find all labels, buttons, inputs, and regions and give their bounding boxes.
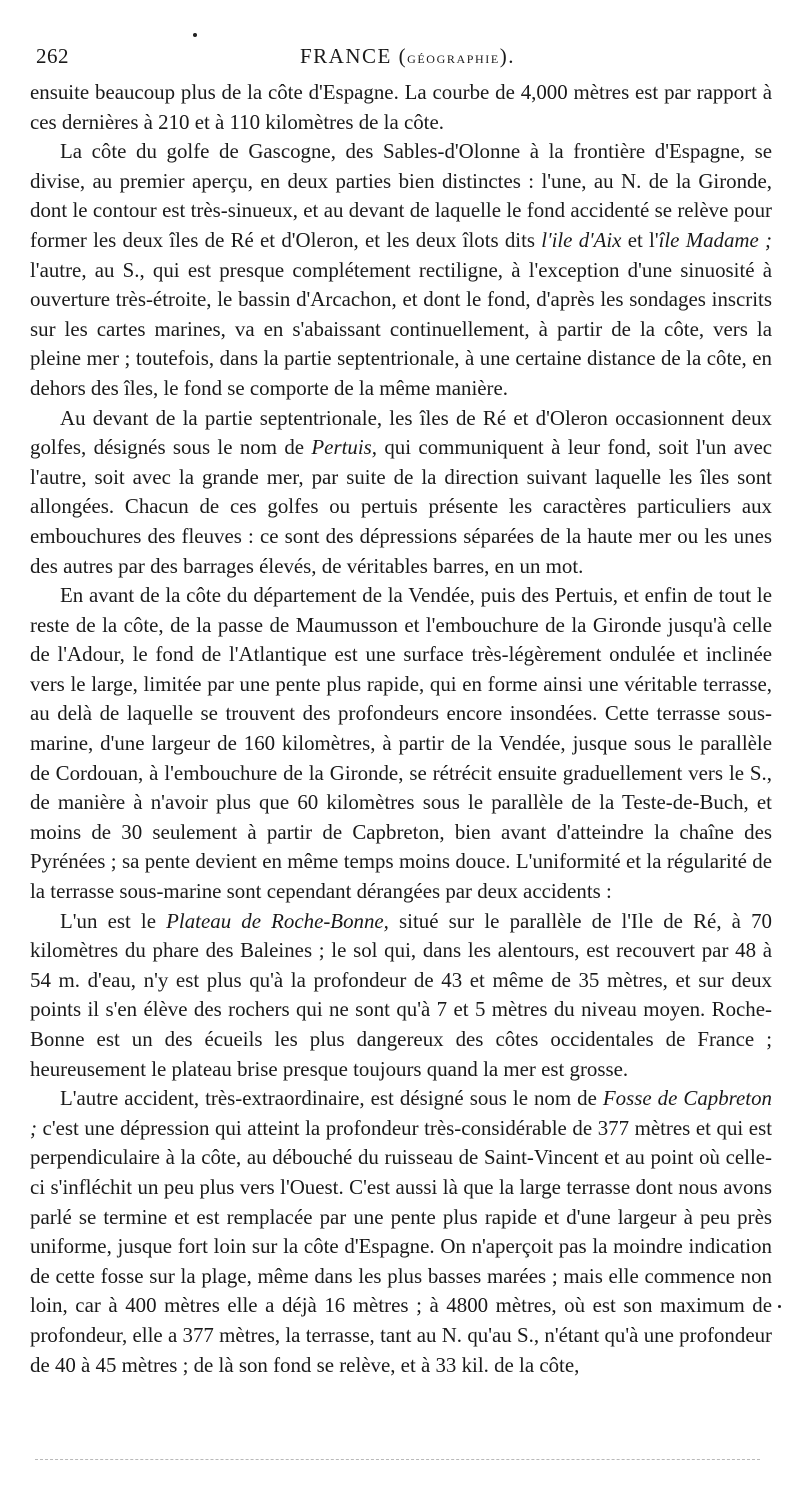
paragraph <box>30 907 772 1085</box>
text-run: situé sur le parallèle de l'Ile de Ré, à 70 kilomètres du phare des Baleines ; le sol qui, dans les alentours, est recouvert par 48 à 54 m. d'eau, n'y est plus qu'à la profondeur de 43 et même de 35 mètres, et sur deux points il s'en élève des rochers qui ne sont qu'à 7 et 5 mètres du niveau moyen. Roche-Bonne est un des écueils les plus dangereux des côtes occidentales de France ; heureusement le plateau brise presque toujours quand la mer est grosse. <box>30 908 772 1081</box>
running-title-end: ). <box>499 44 516 68</box>
body-text <box>30 78 772 1380</box>
running-header <box>30 38 772 74</box>
text-run: l'autre, au S., qui est presque complétement rectiligne, à l'exception d'une sinuosité à ouverture très-étroite, le bassin d'Arcachon, et dont le fond, d'après les sondages inscrits sur les cartes marines, va en s'abaissant continuellement, à partir de la côte, vers la pleine mer ; toutefois, dans la partie septentrionale, à une certaine distance de la côte, en dehors des îles, le fond se comporte de la même manière. <box>30 257 772 400</box>
paragraph <box>30 404 772 582</box>
italic-run: île Madame ; <box>658 227 772 252</box>
text-run: La côte du golfe de Gascogne, des Sables-d'Olonne à la frontière d'Espagne, se divise, au premier aperçu, en deux parties bien distinctes : l'une, au N. de la Gironde, dont le contour est très-sinueux, et au devant de laquelle le fond accidenté se relève pour former les deux îles de Ré et d'Oleron, et les deux îlots dits <box>30 139 772 252</box>
italic-run: l'ile d'Aix <box>541 227 622 252</box>
text-run: En avant de la côte du département de la Vendée, puis des Pertuis, et enfin de tout le reste de la côte, de la passe de Maumusson et l'embouchure de la Gironde jusqu'à celle de l'Adour, le fond de l'Atlantique est une surface très-légèrement ondulée et inclinée vers le large, limitée par une pente plus rapide, qui en forme ainsi une véritable terrasse, au delà de laquelle se trouvent des profondeurs encore insondées. Cette terrasse sous-marine, d'une largeur de 160 kilomètres, à partir de la Vendée, jusque sous le parallèle de Cordouan, à l'embouchure de la Gironde, se rétrécit ensuite graduellement vers le S., de manière à n'avoir plus que 60 kilomètres sous le parallèle de la Teste-de-Buch, et moins de 30 seulement à partir de Capbreton, bien avant d'atteindre la chaîne des Pyrénées ; sa pente devient en même temps moins douce. L'uniformité et la régularité de la terrasse sous-marine sont cependant dérangées par deux accidents : <box>30 583 772 904</box>
italic-run: Plateau de Roche-Bonne, <box>166 908 389 933</box>
text-run: ensuite beaucoup plus de la côte d'Espagne. La courbe de 4,000 mètres est par rapport à ces dernières à 210 et à 110 kilomètres de la côte. <box>30 80 772 134</box>
paragraph <box>30 1084 772 1380</box>
paragraph <box>30 581 772 907</box>
text-run: L'un est le <box>60 908 167 933</box>
text-run: L'autre accident, très-extraordinaire, est désigné sous le nom de <box>60 1086 603 1111</box>
running-title-sub: GÉOGRAPHIE <box>407 52 500 66</box>
text-run: qui communiquent à leur fond, soit l'un avec l'autre, soit avec la grande mer, par suite de la direction suivant laquelle les îles sont allongées. Chacun de ces golfes ou pertuis présente les caractères particuliers aux embouchures des fleuves : ce sont des dépressions séparées de la haute mer ou les unes des autres par des barrages élevés, de véritables barres, en un mot. <box>30 435 772 578</box>
italic-run: Fosse de Capbreton ; <box>30 1086 772 1140</box>
page <box>30 38 772 1380</box>
running-title-main: FRANCE ( <box>300 44 408 68</box>
text-run: Au devant de la partie septentrionale, les îles de Ré et d'Oleron occasionnent deux golfes, désignés sous le nom de <box>30 405 772 460</box>
running-title <box>300 44 515 69</box>
page-number: 262 <box>36 44 69 68</box>
paragraph <box>30 78 772 137</box>
text-run: c'est une dépression qui atteint la profondeur très-considérable de 377 mètres et qui est perpendiculaire à la côte, au débouché du ruisseau de Saint-Vincent et au point où celle-ci s'infléchit un peu plus vers l'Ouest. C'est aussi là que la large terrasse dont nous avons parlé se termine et est remplacée par une pente plus rapide et d'une largeur à peu près uniforme, jusque fort loin sur la côte d'Espagne. On n'aperçoit pas la moindre indication de cette fosse sur la plage, même dans les plus basses marées ; mais elle commence non loin, car à 400 mètres elle a déjà 16 mètres ; à 4800 mètres, où est son maximum de profondeur, elle a 377 mètres, la terrasse, tant au N. qu'au S., n'étant qu'à une profondeur de 40 à 45 mètres ; de là son fond se relève, et à 33 kil. de la côte, <box>30 1115 772 1377</box>
print-speck <box>193 33 197 37</box>
italic-run: Pertuis, <box>311 435 377 460</box>
paragraph <box>30 137 772 403</box>
print-speck <box>778 1305 781 1308</box>
footer-rule <box>35 1459 760 1460</box>
text-run: et l' <box>621 227 659 252</box>
